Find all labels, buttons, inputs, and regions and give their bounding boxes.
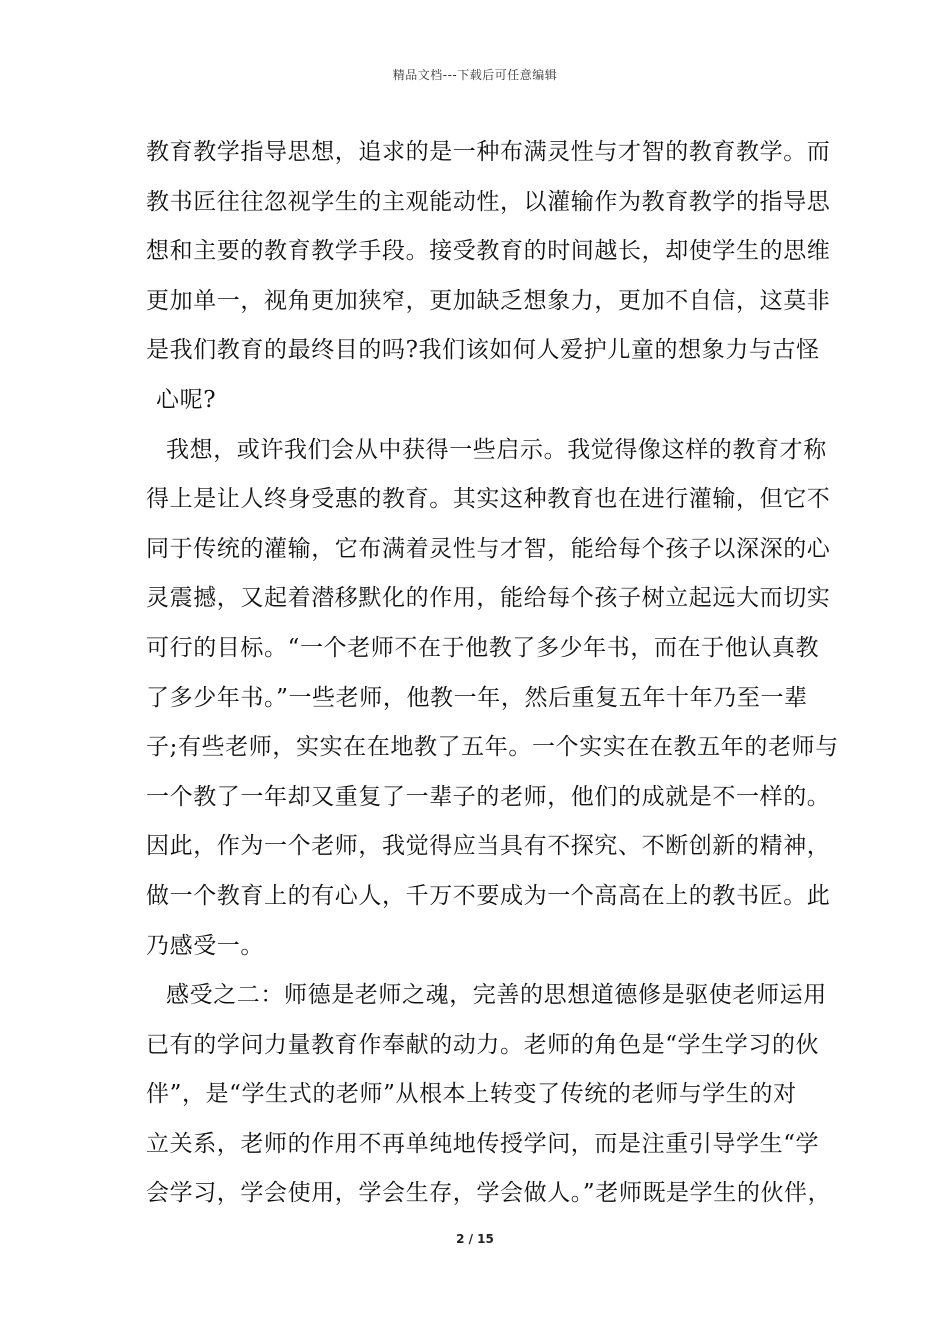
text-line: 已有的学问力量教育作奉献的动力。老师的角色是“学生学习的伙 <box>146 1031 820 1058</box>
text-line: 是我们教育的最终目的吗?我们该如何人爱护儿童的想象力与古怪 <box>146 337 820 364</box>
page-header: 精品文档---下载后可任意编辑 <box>392 68 558 82</box>
page-number: 2 / 15 <box>456 1232 494 1246</box>
text-line: 一个教了一年却又重复了一辈子的老师，他们的成就是不一样的。 <box>146 783 831 810</box>
text-line: 同于传统的灌输，它布满着灵性与才智，能给每个孩子以深深的心 <box>146 535 831 562</box>
text-line: 更加单一，视角更加狭窄，更加缺乏想象力，更加不自信，这莫非 <box>146 287 831 314</box>
text-line: 教书匠往往忽视学生的主观能动性，以灌输作为教育教学的指导思 <box>146 188 831 215</box>
document-body <box>146 128 839 1219</box>
text-line: 因此，作为一个老师，我觉得应当具有不探究、不断创新的精神， <box>146 833 831 860</box>
text-line: 子;有些老师，实实在在地教了五年。一个实实在在教五年的老师与 <box>146 734 839 761</box>
text-line: 乃感受一。 <box>146 932 264 959</box>
text-line: 得上是让人终身受惠的教育。其实这种教育也在进行灌输，但它不 <box>146 486 831 513</box>
text-line: 可行的目标。“一个老师不在于他教了多少年书，而在于他认真教 <box>146 634 820 661</box>
text-line: 做一个教育上的有心人，千万不要成为一个高高在上的教书匠。此 <box>146 882 831 909</box>
text-line: 伴”，是“学生式的老师”从根本上转变了传统的老师与学生的对 <box>146 1081 797 1108</box>
text-line: 会学习，学会使用，学会生存，学会做人。”老师既是学生的伙伴， <box>146 1180 832 1207</box>
text-line: 教育教学指导思想，追求的是一种布满灵性与才智的教育教学。而 <box>146 139 831 165</box>
text-line: 灵震撼，又起着潜移默化的作用，能给每个孩子树立起远大而切实 <box>146 585 831 612</box>
paragraph-start-line: 感受之二：师德是老师之魂，完善的思想道德修是驱使老师运用 <box>166 982 827 1009</box>
paragraph-start-line: 我想，或许我们会从中获得一些启示。我觉得像这样的教育才称 <box>166 436 827 463</box>
text-line: 立关系，老师的作用不再单纯地传授学问，而是注重引导学生“学 <box>146 1130 820 1157</box>
text-line: 心呢? <box>156 386 217 413</box>
text-line: 想和主要的教育教学手段。接受教育的时间越长，却使学生的思维 <box>146 238 831 265</box>
text-line: 了多少年书。”一些老师，他教一年，然后重复五年十年乃至一辈 <box>146 684 808 711</box>
